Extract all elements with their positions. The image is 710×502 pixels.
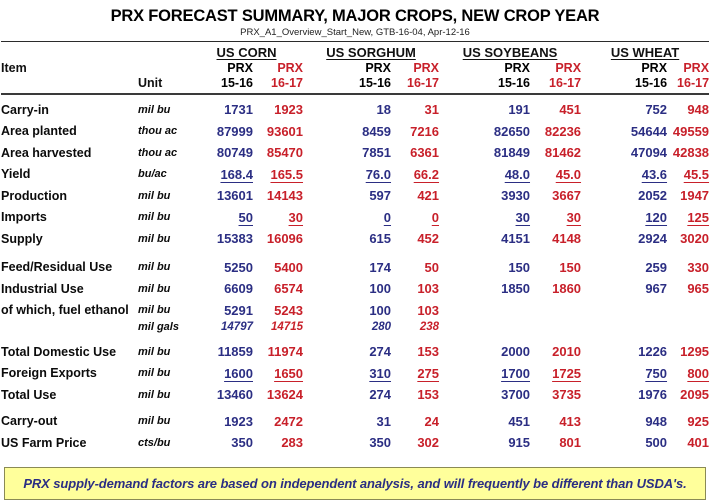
value-cell: 3700: [501, 387, 531, 403]
row-label: of which, fuel ethanol: [1, 303, 129, 318]
table-row: [1, 363, 709, 385]
value-cell: 82650: [493, 123, 531, 139]
row-unit: bu/ac: [138, 168, 167, 181]
value-cell: 30: [566, 209, 582, 225]
value-cell: 14797: [221, 321, 253, 333]
value-cell: 421: [417, 188, 440, 204]
table-row: [1, 334, 709, 363]
row-unit: cts/bu: [138, 436, 171, 449]
value-cell: [581, 300, 667, 322]
value-cell: 1700: [501, 365, 531, 381]
value-cell: 0: [431, 209, 440, 225]
unit-column-spacer: [138, 61, 190, 75]
unit-column-header: Unit: [138, 75, 190, 94]
value-cell: 85470: [266, 145, 304, 161]
value-cell: 1923: [224, 413, 253, 429]
value-cell: 948: [687, 102, 710, 118]
value-cell: 15383: [216, 231, 253, 247]
row-unit: mil gals: [138, 321, 179, 333]
value-cell: 120: [645, 209, 668, 225]
year-header: 16-17: [391, 75, 439, 94]
row-label: Foreign Exports: [1, 366, 97, 381]
row-label: [1, 321, 138, 334]
value-cell: 283: [281, 435, 304, 451]
year-header: 15-16: [190, 75, 253, 94]
footer-note-box: [4, 467, 706, 500]
prx-header: PRX: [227, 61, 253, 75]
value-cell: 150: [508, 259, 531, 275]
value-cell: 7851: [362, 145, 392, 161]
value-cell: 1731: [224, 102, 253, 118]
row-label: US Farm Price: [1, 435, 87, 450]
row-unit: mil bu: [138, 282, 171, 295]
value-cell: 87999: [216, 123, 253, 139]
value-cell: 752: [645, 102, 668, 118]
group-header-label: US SOYBEANS: [462, 45, 558, 60]
table-row: [1, 321, 709, 334]
value-cell: 274: [369, 344, 392, 360]
value-cell: 82236: [544, 123, 582, 139]
value-cell: [581, 321, 667, 334]
value-cell: 13624: [266, 387, 304, 403]
value-cell: 6361: [410, 145, 440, 161]
value-cell: 80749: [216, 145, 253, 161]
value-cell: 801: [559, 435, 582, 451]
value-cell: 125: [687, 209, 710, 225]
row-label: Feed/Residual Use: [1, 260, 113, 275]
value-cell: 967: [645, 281, 668, 297]
group-header-us-wheat: [581, 42, 709, 62]
value-cell: 31: [424, 102, 440, 118]
value-cell: 93601: [266, 123, 304, 139]
value-cell: 5400: [274, 259, 304, 275]
value-cell: 965: [687, 281, 710, 297]
row-unit: mil bu: [138, 304, 171, 317]
value-cell: 275: [417, 365, 440, 381]
value-cell: 238: [419, 321, 440, 333]
value-cell: 1725: [552, 365, 582, 381]
row-unit: mil bu: [138, 189, 171, 202]
value-cell: [439, 321, 530, 334]
value-cell: 5250: [224, 259, 253, 275]
value-cell: [530, 300, 581, 322]
year-header: 15-16: [581, 75, 667, 94]
value-cell: 81462: [544, 145, 582, 161]
value-cell: 615: [369, 231, 392, 247]
row-unit: mil bu: [138, 261, 171, 274]
item-column-spacer: [1, 75, 138, 94]
value-cell: 45.5: [683, 166, 710, 182]
value-cell: 153: [417, 344, 440, 360]
prx-header: PRX: [683, 61, 710, 75]
value-cell: 800: [687, 365, 710, 381]
value-cell: 5243: [274, 302, 304, 318]
value-cell: [439, 300, 530, 322]
value-cell: 1600: [224, 365, 253, 381]
value-cell: 330: [687, 259, 710, 275]
row-label: Production: [1, 188, 67, 203]
value-cell: 174: [369, 259, 392, 275]
value-cell: 0: [383, 209, 392, 225]
year-header: 16-17: [253, 75, 303, 94]
value-cell: 14143: [266, 188, 304, 204]
row-label: Yield: [1, 167, 31, 182]
group-header-spacer: [1, 42, 190, 62]
value-cell: 48.0: [504, 166, 531, 182]
row-label: Area planted: [1, 124, 77, 139]
row-unit: mil bu: [138, 345, 171, 358]
value-cell: 3930: [501, 188, 531, 204]
row-label: Supply: [1, 231, 43, 246]
value-cell: 42838: [672, 145, 710, 161]
value-cell: 81849: [493, 145, 531, 161]
value-cell: 24: [424, 413, 440, 429]
value-cell: 1295: [680, 344, 710, 360]
row-unit: mil bu: [138, 211, 171, 224]
value-cell: 6609: [224, 281, 253, 297]
value-cell: 350: [231, 435, 253, 451]
footer-note-text: PRX supply-demand factors are based on independent analysis, and will frequently be different than USDA's.: [23, 475, 687, 491]
page-subtitle: PRX_A1_Overview_Start_New, GTB-16-04, Apr-12-16: [240, 27, 470, 38]
group-header-row: [1, 42, 709, 62]
value-cell: 76.0: [365, 166, 392, 182]
row-label: Industrial Use: [1, 281, 84, 296]
value-cell: [667, 300, 709, 322]
value-cell: 16096: [266, 231, 304, 247]
item-column-header: Item: [1, 61, 27, 75]
prx-header: PRX: [277, 61, 304, 75]
value-cell: 5291: [224, 302, 253, 318]
value-cell: [530, 321, 581, 334]
value-cell: 451: [559, 102, 582, 118]
value-cell: 2924: [638, 231, 668, 247]
value-cell: 915: [508, 435, 531, 451]
value-cell: 30: [288, 209, 304, 225]
value-cell: 948: [645, 413, 668, 429]
value-cell: 49559: [672, 123, 710, 139]
value-cell: 11974: [267, 344, 304, 360]
table-row: [1, 185, 709, 207]
value-cell: 43.6: [641, 166, 668, 182]
table-row: [1, 164, 709, 186]
row-unit: thou ac: [138, 125, 178, 138]
prx-header: PRX: [413, 61, 440, 75]
table-row: [1, 94, 709, 121]
value-cell: 1650: [274, 365, 304, 381]
value-cell: 103: [417, 302, 440, 318]
group-header-us-corn: [190, 42, 303, 62]
value-cell: 451: [508, 413, 531, 429]
value-cell: 1850: [501, 281, 531, 297]
table-row: [1, 250, 709, 279]
value-cell: 2052: [638, 188, 668, 204]
year-header: 16-17: [530, 75, 581, 94]
value-cell: 18: [376, 102, 392, 118]
value-cell: 191: [508, 102, 531, 118]
value-cell: 4148: [552, 231, 582, 247]
value-cell: 45.0: [555, 166, 582, 182]
row-unit: mil bu: [138, 367, 171, 380]
value-cell: 50: [238, 209, 253, 225]
value-cell: 103: [417, 281, 440, 297]
group-header-us-sorghum: [303, 42, 439, 62]
value-cell: 259: [645, 259, 668, 275]
forecast-table: [1, 41, 709, 454]
row-unit: thou ac: [138, 146, 178, 159]
row-unit: mil bu: [138, 415, 171, 428]
value-cell: 274: [369, 387, 392, 403]
value-cell: 452: [417, 231, 440, 247]
year-header: 15-16: [439, 75, 530, 94]
table-row: [1, 207, 709, 229]
group-header-us-soybeans: [439, 42, 581, 62]
value-cell: 1860: [552, 281, 582, 297]
row-label: Carry-in: [1, 102, 49, 117]
value-cell: 30: [515, 209, 531, 225]
group-header-label: US CORN: [216, 45, 277, 60]
year-header: 16-17: [667, 75, 709, 94]
value-cell: 7216: [410, 123, 440, 139]
value-cell: 150: [559, 259, 582, 275]
value-cell: 100: [369, 302, 392, 318]
value-cell: 2000: [501, 344, 531, 360]
value-cell: 1923: [274, 102, 304, 118]
prx-header: PRX: [641, 61, 668, 75]
row-unit: mil bu: [138, 103, 171, 116]
group-header-label: US SORGHUM: [326, 45, 416, 60]
value-cell: 14715: [271, 321, 304, 333]
value-cell: 1976: [638, 387, 668, 403]
value-cell: 925: [687, 413, 710, 429]
value-cell: 3020: [680, 231, 710, 247]
value-cell: 13601: [216, 188, 253, 204]
value-cell: 500: [645, 435, 668, 451]
prx-header: PRX: [555, 61, 582, 75]
value-cell: 3735: [552, 387, 582, 403]
row-unit: mil bu: [138, 232, 171, 245]
value-cell: 413: [559, 413, 582, 429]
value-cell: 401: [687, 435, 710, 451]
row-label: Total Use: [1, 387, 57, 402]
row-label: Area harvested: [1, 145, 92, 160]
value-cell: 6574: [274, 281, 304, 297]
value-cell: 8459: [362, 123, 392, 139]
value-cell: 4151: [501, 231, 531, 247]
value-cell: 11859: [217, 344, 253, 360]
prx-header: PRX: [504, 61, 531, 75]
prx-header-row: [1, 61, 709, 75]
value-cell: 47094: [630, 145, 668, 161]
table-row: [1, 432, 709, 454]
value-cell: 165.5: [270, 166, 304, 182]
value-cell: 2472: [274, 413, 304, 429]
value-cell: 302: [417, 435, 440, 451]
row-label: Carry-out: [1, 414, 58, 429]
table-row: [1, 142, 709, 164]
value-cell: 597: [369, 188, 392, 204]
value-cell: 66.2: [413, 166, 440, 182]
row-label: Imports: [1, 210, 47, 225]
table-row: [1, 228, 709, 250]
value-cell: 750: [645, 365, 668, 381]
year-header: 15-16: [303, 75, 391, 94]
value-cell: 13460: [216, 387, 253, 403]
table-row: [1, 121, 709, 143]
value-cell: 153: [417, 387, 440, 403]
value-cell: 2095: [680, 387, 710, 403]
table-body: [1, 94, 709, 454]
value-cell: 100: [369, 281, 392, 297]
year-header-row: [1, 75, 709, 94]
prx-header: PRX: [365, 61, 392, 75]
value-cell: 31: [376, 413, 392, 429]
value-cell: 310: [369, 365, 392, 381]
value-cell: [667, 321, 709, 334]
value-cell: 350: [369, 435, 392, 451]
row-label: Total Domestic Use: [1, 344, 117, 359]
value-cell: 1226: [638, 344, 668, 360]
page-title: PRX FORECAST SUMMARY, MAJOR CROPS, NEW CROP YEAR: [110, 7, 600, 25]
value-cell: 2010: [552, 344, 582, 360]
value-cell: 3667: [552, 188, 582, 204]
value-cell: 280: [371, 321, 392, 333]
table-row: [1, 406, 709, 433]
table-row: [1, 278, 709, 300]
row-unit: mil bu: [138, 388, 171, 401]
table-row: [1, 300, 709, 322]
table-row: [1, 384, 709, 406]
value-cell: 168.4: [220, 166, 253, 182]
value-cell: 54644: [630, 123, 668, 139]
table-header: [1, 42, 709, 95]
group-header-label: US WHEAT: [610, 45, 680, 60]
value-cell: 50: [424, 259, 440, 275]
value-cell: 1947: [680, 188, 710, 204]
